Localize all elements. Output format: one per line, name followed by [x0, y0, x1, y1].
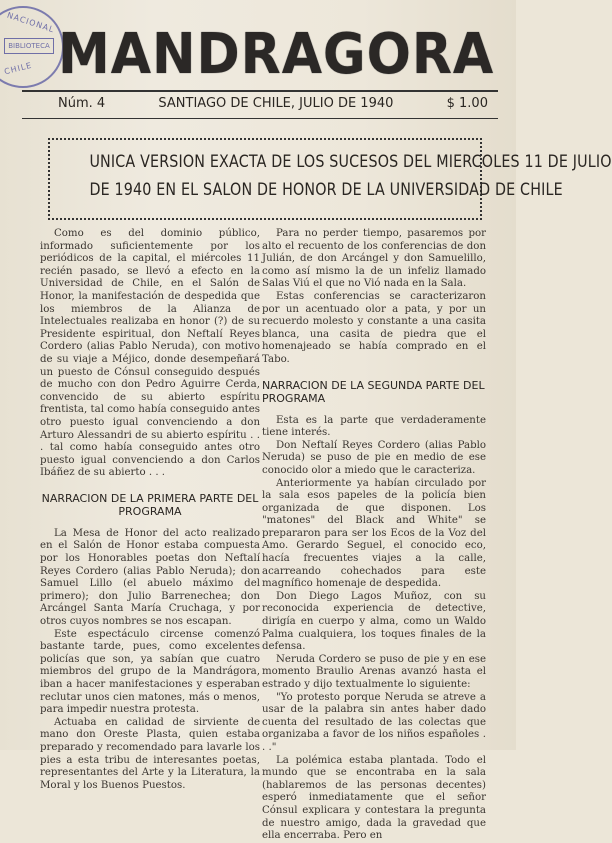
issue-price: $ 1.00	[446, 96, 488, 111]
left-paragraph-1: La Mesa de Honor del acto realizado en el Salón de Honor estaba compuesta por los Honorables poetas don Neftalí Reyes Cordero (alias Pablo Neruda); don Samuel Lillo (el abuelo máximo del primero); don Julio Barrenechea; don Arcángel Santa María Cruchaga, y por otros cuyos nombres se nos escapan.	[40, 527, 260, 628]
left-paragraph-2: Este espectáculo circense comenzó bastante tarde, pues, como excelentes policías que son, ya sabían que cuatro miembros del grupo de la Mandrágora, iban a hacer manifestaciones y esperaban reclutar unos cien matones, más o menos, para impedir nuestra protesta.	[40, 628, 260, 716]
section-2-title: NARRACION DE LA SEGUNDA PARTE DEL PROGRAMA	[262, 378, 485, 405]
top-rule	[22, 90, 498, 92]
stamp-middle-text: BIBLIOTECA	[4, 38, 54, 54]
issue-info-line	[58, 96, 488, 111]
left-intro-paragraph: Como es del dominio público, informado suficientemente por los periódicos de la capital, el miércoles 11 recién pasado, se llevó a efecto en la Universidad de Chile, en el Salón de Honor, la manifestación de despedida que los miembros de la Alianza de Intelectuales realizaba en honor (?) de su Presidente espiritual, don Neftalí Reyes Cordero (alias Pablo Neruda), con motivo de su viaje a Méjico, donde desempeñará un puesto de Cónsul conseguido después de mucho con don Pedro Aguirre Cerda, convencido de su abierto espíritu frentista, tal como había conseguido antes otro puesto igual convenciendo a don Arturo Alessandri de su abierto espíritu . . . tal como había conseguido antes otro puesto igual convenciendo a don Carlos Ibáñez de su abierto . . .	[40, 228, 260, 479]
right-paragraph-b: Estas conferencias se caracterizaron por un acentuado olor a pata, y por un recuerdo molesto y constante a una casita blanca, una casita de piedra que el homenajeado se había comprado en el Tabo.	[262, 290, 486, 365]
headline-line-1: UNICA VERSION EXACTA DE LOS SUCESOS DEL MIERCOLES 11 DE JULIO	[89, 152, 612, 172]
right-paragraph-4: Don Diego Lagos Muñoz, con su reconocida experiencia de detective, dirigía en cuerpo y alma, como un Waldo Palma cualquiera, los toques finales de la defensa.	[262, 590, 486, 653]
masthead-title: MANDRAGORA	[58, 22, 495, 87]
right-intro-paragraph: Para no perder tiempo, pasaremos por alto el recuento de los conferencias de don Julián, de don Arcángel y don Samuelillo, como así mismo la de un infeliz llamado Salas Viú el que no Vió nada en la Sala.	[262, 228, 486, 290]
left-column	[40, 228, 260, 792]
right-paragraph-1: Esta es la parte que verdaderamente tiene interés.	[262, 414, 486, 439]
headline-box	[48, 138, 612, 220]
right-paragraph-5: Neruda Cordero se puso de pie y en ese momento Braulio Arenas avanzó hasta el estrado y dijo textualmente lo siguiente:	[262, 653, 486, 690]
stamp-top-text: NACIONAL	[5, 10, 56, 35]
right-paragraph-6: La polémica estaba plantada. Todo el mundo que se encontraba en la sala (hablaremos de las personas decentes) esperó inmediatamente que el señor Cónsul explicara y contestara la pregunta de nuestro amigo, dada la gravedad que ella encerraba. Pero en	[262, 754, 486, 842]
right-paragraph-2: Don Neftalí Reyes Cordero (alias Pablo Neruda) se puso de pie en medio de ese conocido olor a miedo que le caracteriza.	[262, 439, 486, 476]
headline-line-2: DE 1940 EN EL SALON DE HONOR DE LA UNIVERSIDAD DE CHILE	[89, 180, 563, 200]
library-stamp	[0, 6, 64, 88]
issue-place-date: SANTIAGO DE CHILE, JULIO DE 1940	[158, 96, 394, 111]
right-paragraph-3: Anteriormente ya habían circulado por la sala esos papeles de la policía bien organizada de que disponen. Los "matones" del Black and White" se prepararon para ser los Ecos de la Voz del Amo. Gerardo Seguel, el conocido eco, hacía frecuentes viajes a la calle, acarreando cohechados para este magnífico homenaje de despedida.	[262, 477, 486, 590]
info-rule	[22, 118, 498, 119]
stamp-bottom-text: CHILE	[3, 60, 34, 77]
section-1-title: NARRACION DE LA PRIMERA PARTE DEL PROGRAMA	[41, 491, 259, 518]
right-column	[262, 228, 486, 843]
right-quote: "Yo protesto porque Neruda se atreve a usar de la palabra sin antes haber dado cuenta del resultado de las colectas que organizaba a favor de los niños españoles . . ."	[262, 691, 486, 753]
issue-number: Núm. 4	[58, 96, 106, 111]
left-paragraph-3: Actuaba en calidad de sirviente de mano don Oreste Plasta, quien estaba preparado y recomendado para lavarle los pies a esta tribu de interesantes poetas, representantes del Arte y la Literatura, la Moral y los Buenos Puestos.	[40, 716, 260, 791]
